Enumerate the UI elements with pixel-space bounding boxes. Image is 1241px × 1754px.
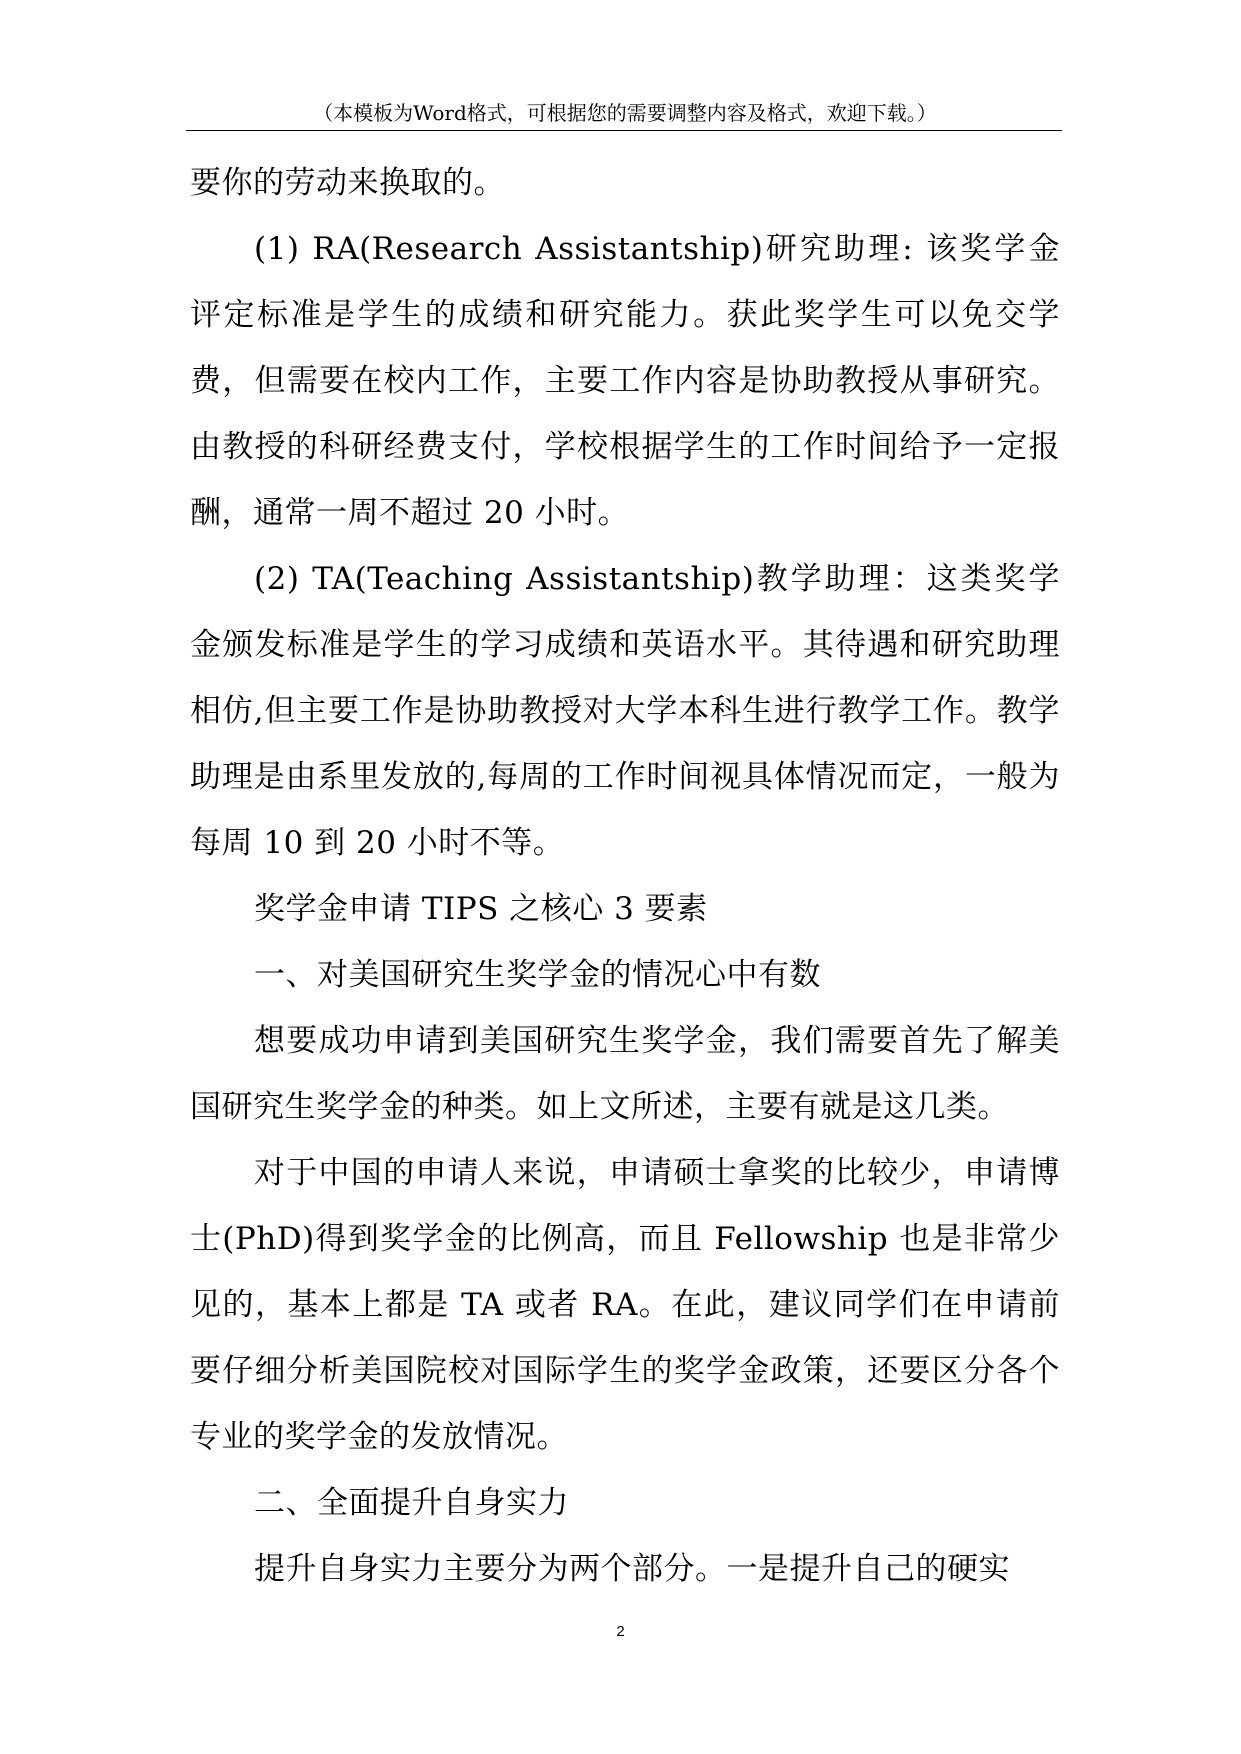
section-heading: 奖学金申请 TIPS 之核心 3 要素 (254, 891, 708, 927)
section-heading: 二、全面提升自身实力 (254, 1485, 569, 1521)
paragraph: (2) TA(Teaching Assistantship)教学助理：这类奖学金颁发标准是学生的学习成绩和英语水平。其待遇和研究助理相仿,但主要工作是协助教授对大学本科生进行教学工作。教学助理是由系里发放的,每周的工作时间视具体情况而定，一般为每周 10 到 20 小时不等。 (190, 561, 1060, 861)
paragraph: 想要成功申请到美国研究生奖学金，我们需要首先了解美国研究生奖学金的种类。如上文所述，主要有就是这几类。 (190, 1023, 1060, 1125)
paragraph: (1) RA(Research Assistantship)研究助理: 该奖学金评定标准是学生的成绩和研究能力。获此奖学生可以免交学费，但需要在校内工作，主要工作内容是协助教授从事研究。由教授的科研经费支付，学校根据学生的工作时间给予一定报酬，通常一周不超过 20 小时。 (190, 231, 1060, 531)
paragraph: 提升自身实力主要分为两个部分。一是提升自己的硬实 (254, 1551, 1010, 1587)
section-heading: 一、对美国研究生奖学金的情况心中有数 (254, 957, 821, 993)
page-number: 2 (616, 1623, 625, 1640)
page-header: （本模板为Word格式，可根据您的需要调整内容及格式，欢迎下载。） (313, 101, 937, 125)
document-body (190, 150, 1060, 1602)
header-divider (186, 130, 1062, 131)
paragraph: 对于中国的申请人来说，申请硕士拿奖的比较少，申请博士(PhD)得到奖学金的比例高，而且 Fellowship 也是非常少见的，基本上都是 TA 或者 RA。在此，建议同学们在申请前要仔细分析美国院校对国际学生的奖学金政策，还要区分各个专业的奖学金的发放情况。 (190, 1155, 1060, 1455)
paragraph: 要你的劳动来换取的。 (190, 165, 505, 201)
